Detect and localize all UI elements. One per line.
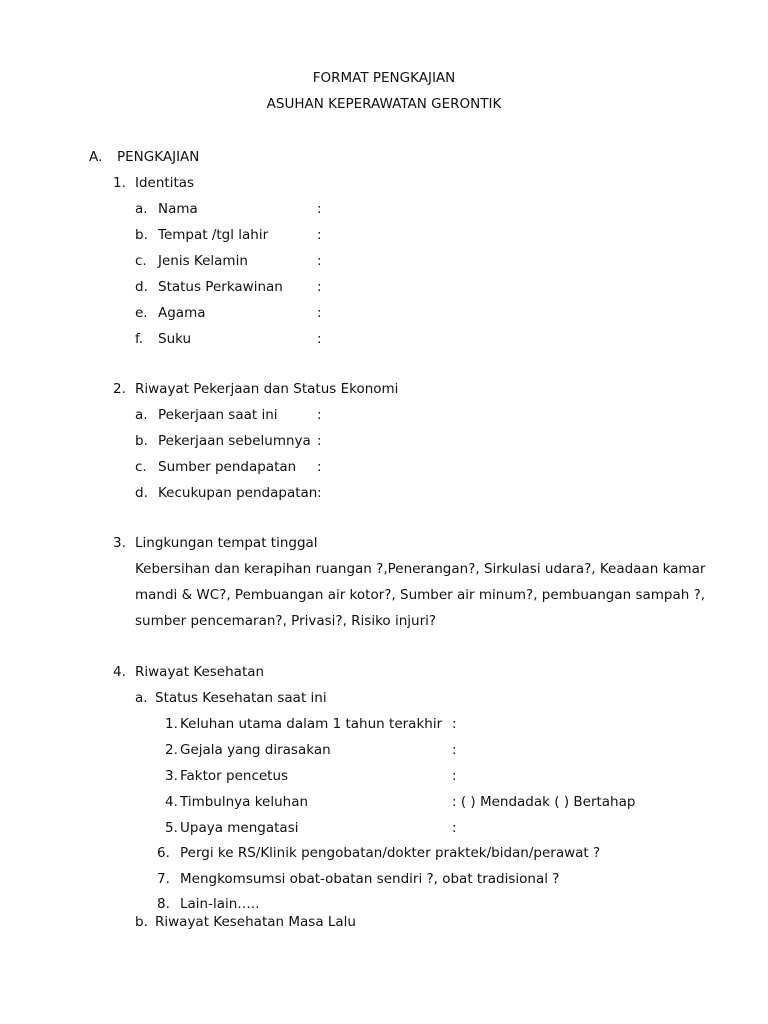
- item-label: Suku: [158, 331, 192, 347]
- item-label: Sumber pendapatan: [158, 459, 297, 475]
- item-marker: d.: [135, 485, 148, 501]
- item-colon: :: [317, 459, 322, 475]
- s4b-label: Riwayat Kesehatan Masa Lalu: [155, 914, 356, 930]
- s4a-label: Status Kesehatan saat ini: [155, 690, 327, 706]
- item-number: 8.: [157, 896, 170, 912]
- item-marker: a.: [135, 407, 148, 423]
- s2-number: 2.: [113, 381, 126, 397]
- item-colon: :: [317, 331, 322, 347]
- item-number: 6.: [157, 845, 170, 861]
- item-marker: c.: [135, 253, 147, 269]
- item-marker: c.: [135, 459, 147, 475]
- item-label: Kecukupan pendapatan: [158, 485, 318, 501]
- item-label: Pekerjaan saat ini: [158, 407, 278, 423]
- item-colon: :: [317, 407, 322, 423]
- s4b-marker: b.: [135, 914, 148, 930]
- s2-title: Riwayat Pekerjaan dan Status Ekonomi: [135, 381, 399, 397]
- item-label: Pergi ke RS/Klinik pengobatan/dokter praktek/bidan/perawat ?: [180, 845, 601, 861]
- item-marker: e.: [135, 305, 148, 321]
- item-label: Jenis Kelamin: [158, 253, 248, 269]
- item-label: Status Perkawinan: [158, 279, 283, 295]
- document-subtitle: ASUHAN KEPERAWATAN GERONTIK: [266, 96, 502, 112]
- item-label: Faktor pencetus: [180, 768, 289, 784]
- item-value: :: [452, 742, 457, 758]
- item-colon: :: [317, 253, 322, 269]
- item-label: Tempat /tgl lahir: [158, 227, 269, 243]
- s4a-marker: a.: [135, 690, 148, 706]
- item-marker: d.: [135, 279, 148, 295]
- paragraph-line: Kebersihan dan kerapihan ruangan ?,Penerangan?, Sirkulasi udara?, Keadaan kamar: [135, 561, 706, 577]
- item-colon: :: [317, 279, 322, 295]
- item-number: 2.: [165, 742, 178, 758]
- item-value: :: [452, 768, 457, 784]
- item-label: Timbulnya keluhan: [180, 794, 309, 810]
- item-label: Pekerjaan sebelumnya: [158, 433, 311, 449]
- s1-title: Identitas: [135, 175, 195, 191]
- s3-title: Lingkungan tempat tinggal: [135, 535, 318, 551]
- paragraph-line: mandi & WC?, Pembuangan air kotor?, Sumber air minum?, pembuangan sampah ?,: [135, 587, 706, 603]
- item-number: 1.: [165, 716, 178, 732]
- item-label: Nama: [158, 201, 198, 217]
- item-colon: :: [317, 201, 322, 217]
- s4-number: 4.: [113, 664, 126, 680]
- item-label: Mengkomsumsi obat-obatan sendiri ?, obat tradisional ?: [180, 871, 560, 887]
- item-marker: b.: [135, 227, 148, 243]
- section-heading: PENGKAJIAN: [117, 149, 200, 165]
- item-value: :: [452, 716, 457, 732]
- item-value: :: [452, 820, 457, 836]
- item-number: 4.: [165, 794, 178, 810]
- item-value: : ( ) Mendadak ( ) Bertahap: [452, 794, 636, 810]
- item-marker: a.: [135, 201, 148, 217]
- document-title: FORMAT PENGKAJIAN: [312, 70, 456, 86]
- item-number: 5.: [165, 820, 178, 836]
- item-label: Gejala yang dirasakan: [180, 742, 331, 758]
- item-number: 7.: [157, 871, 170, 887]
- section-marker: A.: [89, 149, 103, 165]
- item-colon: :: [317, 433, 322, 449]
- item-marker: f.: [135, 331, 144, 347]
- item-colon: :: [317, 485, 322, 501]
- s3-paragraph: [135, 560, 706, 638]
- item-number: 3.: [165, 768, 178, 784]
- item-marker: b.: [135, 433, 148, 449]
- s3-number: 3.: [113, 535, 126, 551]
- s1-number: 1.: [113, 175, 126, 191]
- item-label: Upaya mengatasi: [180, 820, 299, 836]
- item-colon: :: [317, 227, 322, 243]
- item-label: Agama: [158, 305, 206, 321]
- item-label: Lain-lain…..: [180, 896, 260, 912]
- item-colon: :: [317, 305, 322, 321]
- s4-title: Riwayat Kesehatan: [135, 664, 265, 680]
- paragraph-line: sumber pencemaran?, Privasi?, Risiko injuri?: [135, 613, 437, 629]
- item-label: Keluhan utama dalam 1 tahun terakhir: [180, 716, 443, 732]
